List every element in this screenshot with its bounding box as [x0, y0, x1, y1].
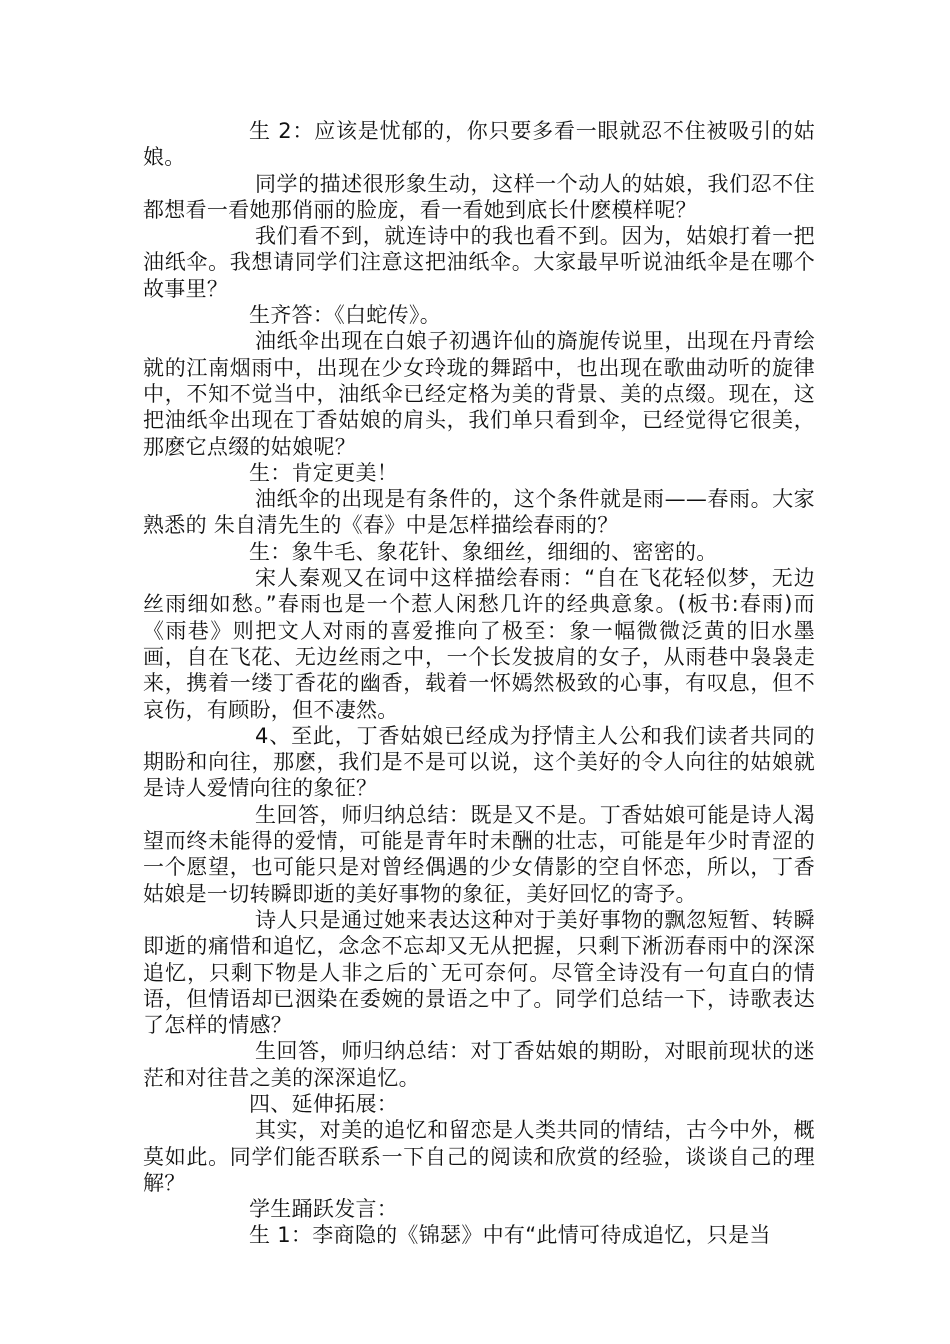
paragraph: 宋人秦观又在词中这样描绘春雨：“自在飞花轻似梦，无边丝雨细如愁。”春雨也是一个惹人闲愁几许的经典意象。(板书:春雨)而《雨巷》则把文人对雨的喜爱推向了极至：象一幅微微泛黄的旧水墨画，自在飞花、无边丝雨之中，一个长发披肩的女子，从雨巷中袅袅走来，携着一缕丁香花的幽香，载着一怀嫣然极致的心事，有叹息，但不哀伤，有顾盼，但不凄然。: [143, 566, 815, 722]
text-column: [143, 118, 815, 1249]
paragraph: 学生踊跃发言：: [249, 1197, 399, 1222]
paragraph: 生回答，师归纳总结：对丁香姑娘的期盼，对眼前现状的迷茫和对往昔之美的深深追忆。: [143, 1039, 815, 1090]
section-heading: 四、延伸拓展：: [249, 1091, 399, 1116]
paragraph: 生：象牛毛、象花针、象细丝，细细的、密密的。: [249, 539, 718, 564]
paragraph: 生回答，师归纳总结：既是又不是。丁香姑娘可能是诗人渴望而终未能得的爱情，可能是青年时未酬的壮志，可能是年少时青涩的一个愿望，也可能只是对曾经偶遇的少女倩影的空自怀恋，所以，丁香姑娘是一切转瞬即逝的美好事物的象征，美好回忆的寄予。: [143, 802, 815, 906]
paragraph: 生：肯定更美！: [249, 460, 399, 485]
paragraph: 同学的描述很形象生动，这样一个动人的姑娘，我们忍不住都想看一看她那俏丽的脸庞，看一看她到底长什麽模样呢？: [143, 171, 815, 222]
paragraph: 我们看不到，就连诗中的我也看不到。因为，姑娘打着一把油纸伞。我想请同学们注意这把油纸伞。大家最早听说油纸伞是在哪个故事里？: [143, 224, 815, 301]
paragraph: 油纸伞出现在白娘子初遇许仙的旖旎传说里，出现在丹青绘就的江南烟雨中，出现在少女玲珑的舞蹈中，也出现在歌曲动听的旋律中，不知不觉当中，油纸伞已经定格为美的背景、美的点缀。现在，这把油纸伞出现在丁香姑娘的肩头，我们单只看到伞，已经觉得它很美，那麽它点缀的姑娘呢？: [143, 329, 815, 459]
paragraph: 4、至此，丁香姑娘已经成为抒情主人公和我们读者共同的期盼和向往，那麽，我们是不是可以说，这个美好的令人向往的姑娘就是诗人爱情向往的象征？: [143, 723, 815, 801]
paragraph: 生 2：应该是忧郁的，你只要多看一眼就忍不住被吸引的姑娘。: [143, 119, 815, 170]
paragraph: 生齐答：《白蛇传》。: [249, 303, 441, 328]
paragraph: 生 1：李商隐的《锦瑟》中有“此情可待成追忆，只是当: [249, 1223, 771, 1248]
paragraph: 诗人只是通过她来表达这种对于美好事物的飘忽短暂、转瞬即逝的痛惜和追忆，念念不忘却又无从把握，只剩下淅沥春雨中的深深追忆，只剩下物是人非之后的`无可奈何。尽管全诗没有一句直白的情语，但情语却已洇染在委婉的景语之中了。同学们总结一下，诗歌表达了怎样的情感？: [143, 907, 815, 1038]
paragraph: 其实，对美的追忆和留恋是人类共同的情结，古今中外，概莫如此。同学们能否联系一下自己的阅读和欣赏的经验，谈谈自己的理解？: [143, 1118, 815, 1195]
paragraph: 油纸伞的出现是有条件的，这个条件就是雨——春雨。大家熟悉的 朱自清先生的《春》中是怎样描绘春雨的？: [143, 487, 815, 538]
